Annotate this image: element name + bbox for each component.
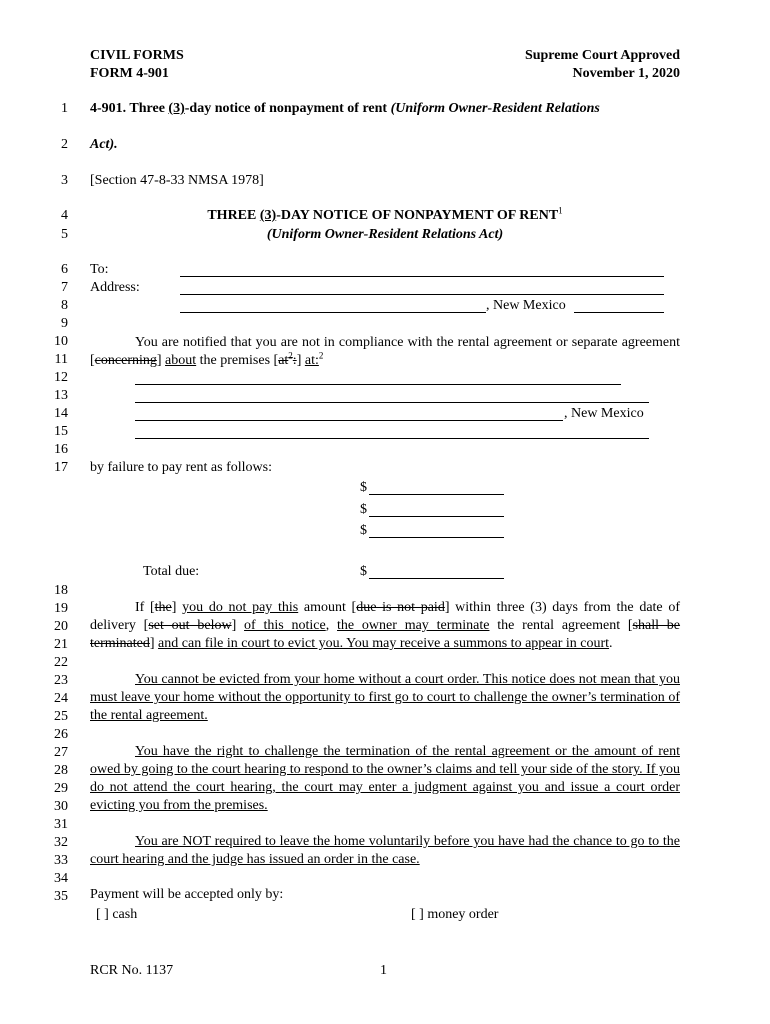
challenge-right-paragraph: You have the right to challenge the termination of the rental agreement or the amount of rent owed by going to the court hearing to respond to the owner’s claims and tell your side of the story. If you do not attend the court hearing, the court may enter a judgment against you and issue a court order evicting you from the premises. xyxy=(90,744,680,813)
footnote-ref: 1 xyxy=(558,205,563,216)
line-number: 11 xyxy=(54,352,68,367)
line-number: 7 xyxy=(61,280,68,295)
payment-text: Payment will be accepted only by: xyxy=(90,887,284,902)
rule-title: 4-901. Three (3)-day notice of nonpayment of rent (Uniform Owner-Resident Relations xyxy=(90,101,600,116)
premises-field-2[interactable] xyxy=(135,402,649,403)
dollar-sign: $ xyxy=(360,523,367,538)
line-number: 27 xyxy=(54,745,68,760)
section-reference: [Section 47-8-33 NMSA 1978] xyxy=(90,173,264,188)
approval-label: Supreme Court Approved xyxy=(524,48,680,63)
form-title: THREE (3)-DAY NOTICE OF NONPAYMENT OF RENT$^1$ xyxy=(207,205,563,223)
line-number: 12 xyxy=(54,370,68,385)
address-field-1[interactable] xyxy=(180,294,664,295)
rcr-number: RCR No. 1137 xyxy=(90,963,174,978)
total-due-field[interactable] xyxy=(369,578,504,579)
line-number: 3 xyxy=(61,173,68,188)
line-number: 5 xyxy=(61,227,68,242)
form-subtitle: (Uniform Owner-Resident Relations Act) xyxy=(266,227,504,242)
line-number: 10 xyxy=(54,334,68,349)
line-number: 16 xyxy=(54,442,68,457)
payment-deadline-paragraph: If [the] you do not pay this amount [due is not paid] within three (3) days from the date of delivery [set out below] of this notice, the owner may terminate the rental agreement [shall be terminated] and can file in court to evict you. You may receive a summons to appear in court. xyxy=(90,600,681,651)
total-due-label: Total due: xyxy=(143,564,200,579)
form-category: CIVIL FORMS xyxy=(90,48,184,63)
form-number: FORM 4-901 xyxy=(90,66,169,81)
premises-new-mexico: , New Mexico xyxy=(564,406,644,421)
new-mexico-label: , New Mexico xyxy=(486,298,566,313)
line-number: 31 xyxy=(54,817,68,832)
line-number: 28 xyxy=(54,763,68,778)
amount-field-2[interactable] xyxy=(369,516,504,517)
to-label: To: xyxy=(90,262,109,277)
premises-field-3[interactable] xyxy=(135,420,563,421)
premises-field-4[interactable] xyxy=(135,438,649,439)
notice-paragraph: You are notified that you are not in compliance with the rental agreement or separate agreement [concerning] about the premises $[at^2:]$ at:$^2$ xyxy=(90,335,680,368)
line-number: 17 xyxy=(54,460,68,475)
approval-date: November 1, 2020 xyxy=(572,66,680,81)
amount-field-3[interactable] xyxy=(369,537,504,538)
eviction-paragraph: You cannot be evicted from your home without a court order. This notice does not mean that you must leave your home without the opportunity to first go to court to challenge the owner’s termination of the rental agreement. xyxy=(90,672,680,723)
dollar-sign: $ xyxy=(360,502,367,517)
line-number: 20 xyxy=(54,619,68,634)
line-number: 14 xyxy=(54,406,68,421)
address-field-2[interactable] xyxy=(180,312,486,313)
money-order-option[interactable]: [ ] money order xyxy=(411,907,499,922)
line-number: 23 xyxy=(54,673,68,688)
line-number: 2 xyxy=(61,137,68,152)
to-field[interactable] xyxy=(180,276,664,277)
line-number: 29 xyxy=(54,781,68,796)
line-number: 21 xyxy=(54,637,68,652)
line-number: 4 xyxy=(61,208,68,223)
line-number: 32 xyxy=(54,835,68,850)
line-number: 9 xyxy=(61,316,68,331)
line-number: 18 xyxy=(54,583,68,598)
address-label: Address: xyxy=(90,280,140,295)
page-number: 1 xyxy=(380,963,387,978)
failure-text: by failure to pay rent as follows: xyxy=(90,460,272,475)
rule-title-cont: Act). xyxy=(90,137,118,152)
line-number: 19 xyxy=(54,601,68,616)
line-number: 33 xyxy=(54,853,68,868)
amount-field-1[interactable] xyxy=(369,494,504,495)
not-required-paragraph: You are NOT required to leave the home voluntarily before you have had the chance to go to the court hearing and the judge has issued an order in the case. xyxy=(90,834,680,867)
cash-option[interactable]: [ ] cash xyxy=(96,907,138,922)
line-number: 24 xyxy=(54,691,68,706)
line-number: 6 xyxy=(61,262,68,277)
line-number: 8 xyxy=(61,298,68,313)
premises-field-1[interactable] xyxy=(135,384,621,385)
line-number: 35 xyxy=(54,889,68,904)
line-number: 15 xyxy=(54,424,68,439)
zip-field[interactable] xyxy=(574,312,664,313)
line-number: 22 xyxy=(54,655,68,670)
line-number: 13 xyxy=(54,388,68,403)
line-number: 34 xyxy=(54,871,68,886)
dollar-sign: $ xyxy=(360,480,367,495)
dollar-sign: $ xyxy=(360,564,367,579)
line-number: 30 xyxy=(54,799,68,814)
line-number: 26 xyxy=(54,727,68,742)
line-number: 25 xyxy=(54,709,68,724)
line-number: 1 xyxy=(61,101,68,116)
